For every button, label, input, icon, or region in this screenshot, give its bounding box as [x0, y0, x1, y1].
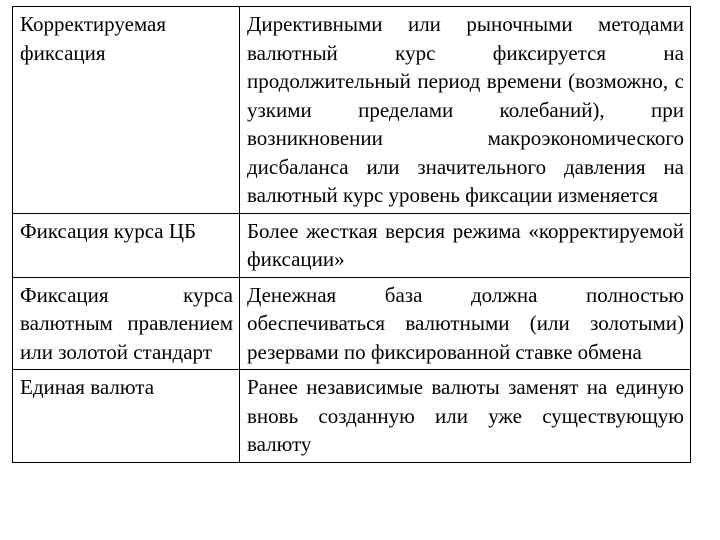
regime-description-cell	[240, 213, 691, 277]
regime-description: Более жесткая версия режима «корректируемой фиксации»	[247, 218, 684, 271]
regime-description-cell	[240, 277, 691, 370]
regime-description: Ранее независимые валюты заменят на единую вновь созданную или уже существующую валюту	[247, 375, 684, 456]
regime-description: Директивными или рыночными методами валютный курс фиксируется на продолжительный период времени (возможно, с узкими пределами колебаний), при возникновении макроэкономического дисбаланса или значительного давления на валютный курс уровень фиксации изменяется	[247, 12, 684, 207]
regime-name-cell	[13, 277, 240, 370]
table-row	[13, 277, 691, 370]
regime-name: Единая валюта	[20, 375, 155, 399]
regime-name-cell	[13, 7, 240, 214]
regime-name: Фиксация курса ЦБ	[20, 218, 197, 243]
regime-name: Корректируемая фиксация	[20, 12, 167, 65]
table-row	[13, 213, 691, 277]
regime-description: Денежная база должна полностью обеспечиваться валютными (или золотыми) резервами по фиксированной ставке обмена	[247, 282, 684, 364]
regime-name: Фиксация курса валютным правлением или золотой стандарт	[20, 282, 233, 364]
regime-description-cell	[240, 7, 691, 214]
table-row	[13, 370, 691, 463]
exchange-regime-table	[12, 6, 691, 463]
regime-description-cell	[240, 370, 691, 463]
regime-name-cell	[13, 213, 240, 277]
table-row	[13, 7, 691, 214]
regime-name-cell	[13, 370, 240, 463]
